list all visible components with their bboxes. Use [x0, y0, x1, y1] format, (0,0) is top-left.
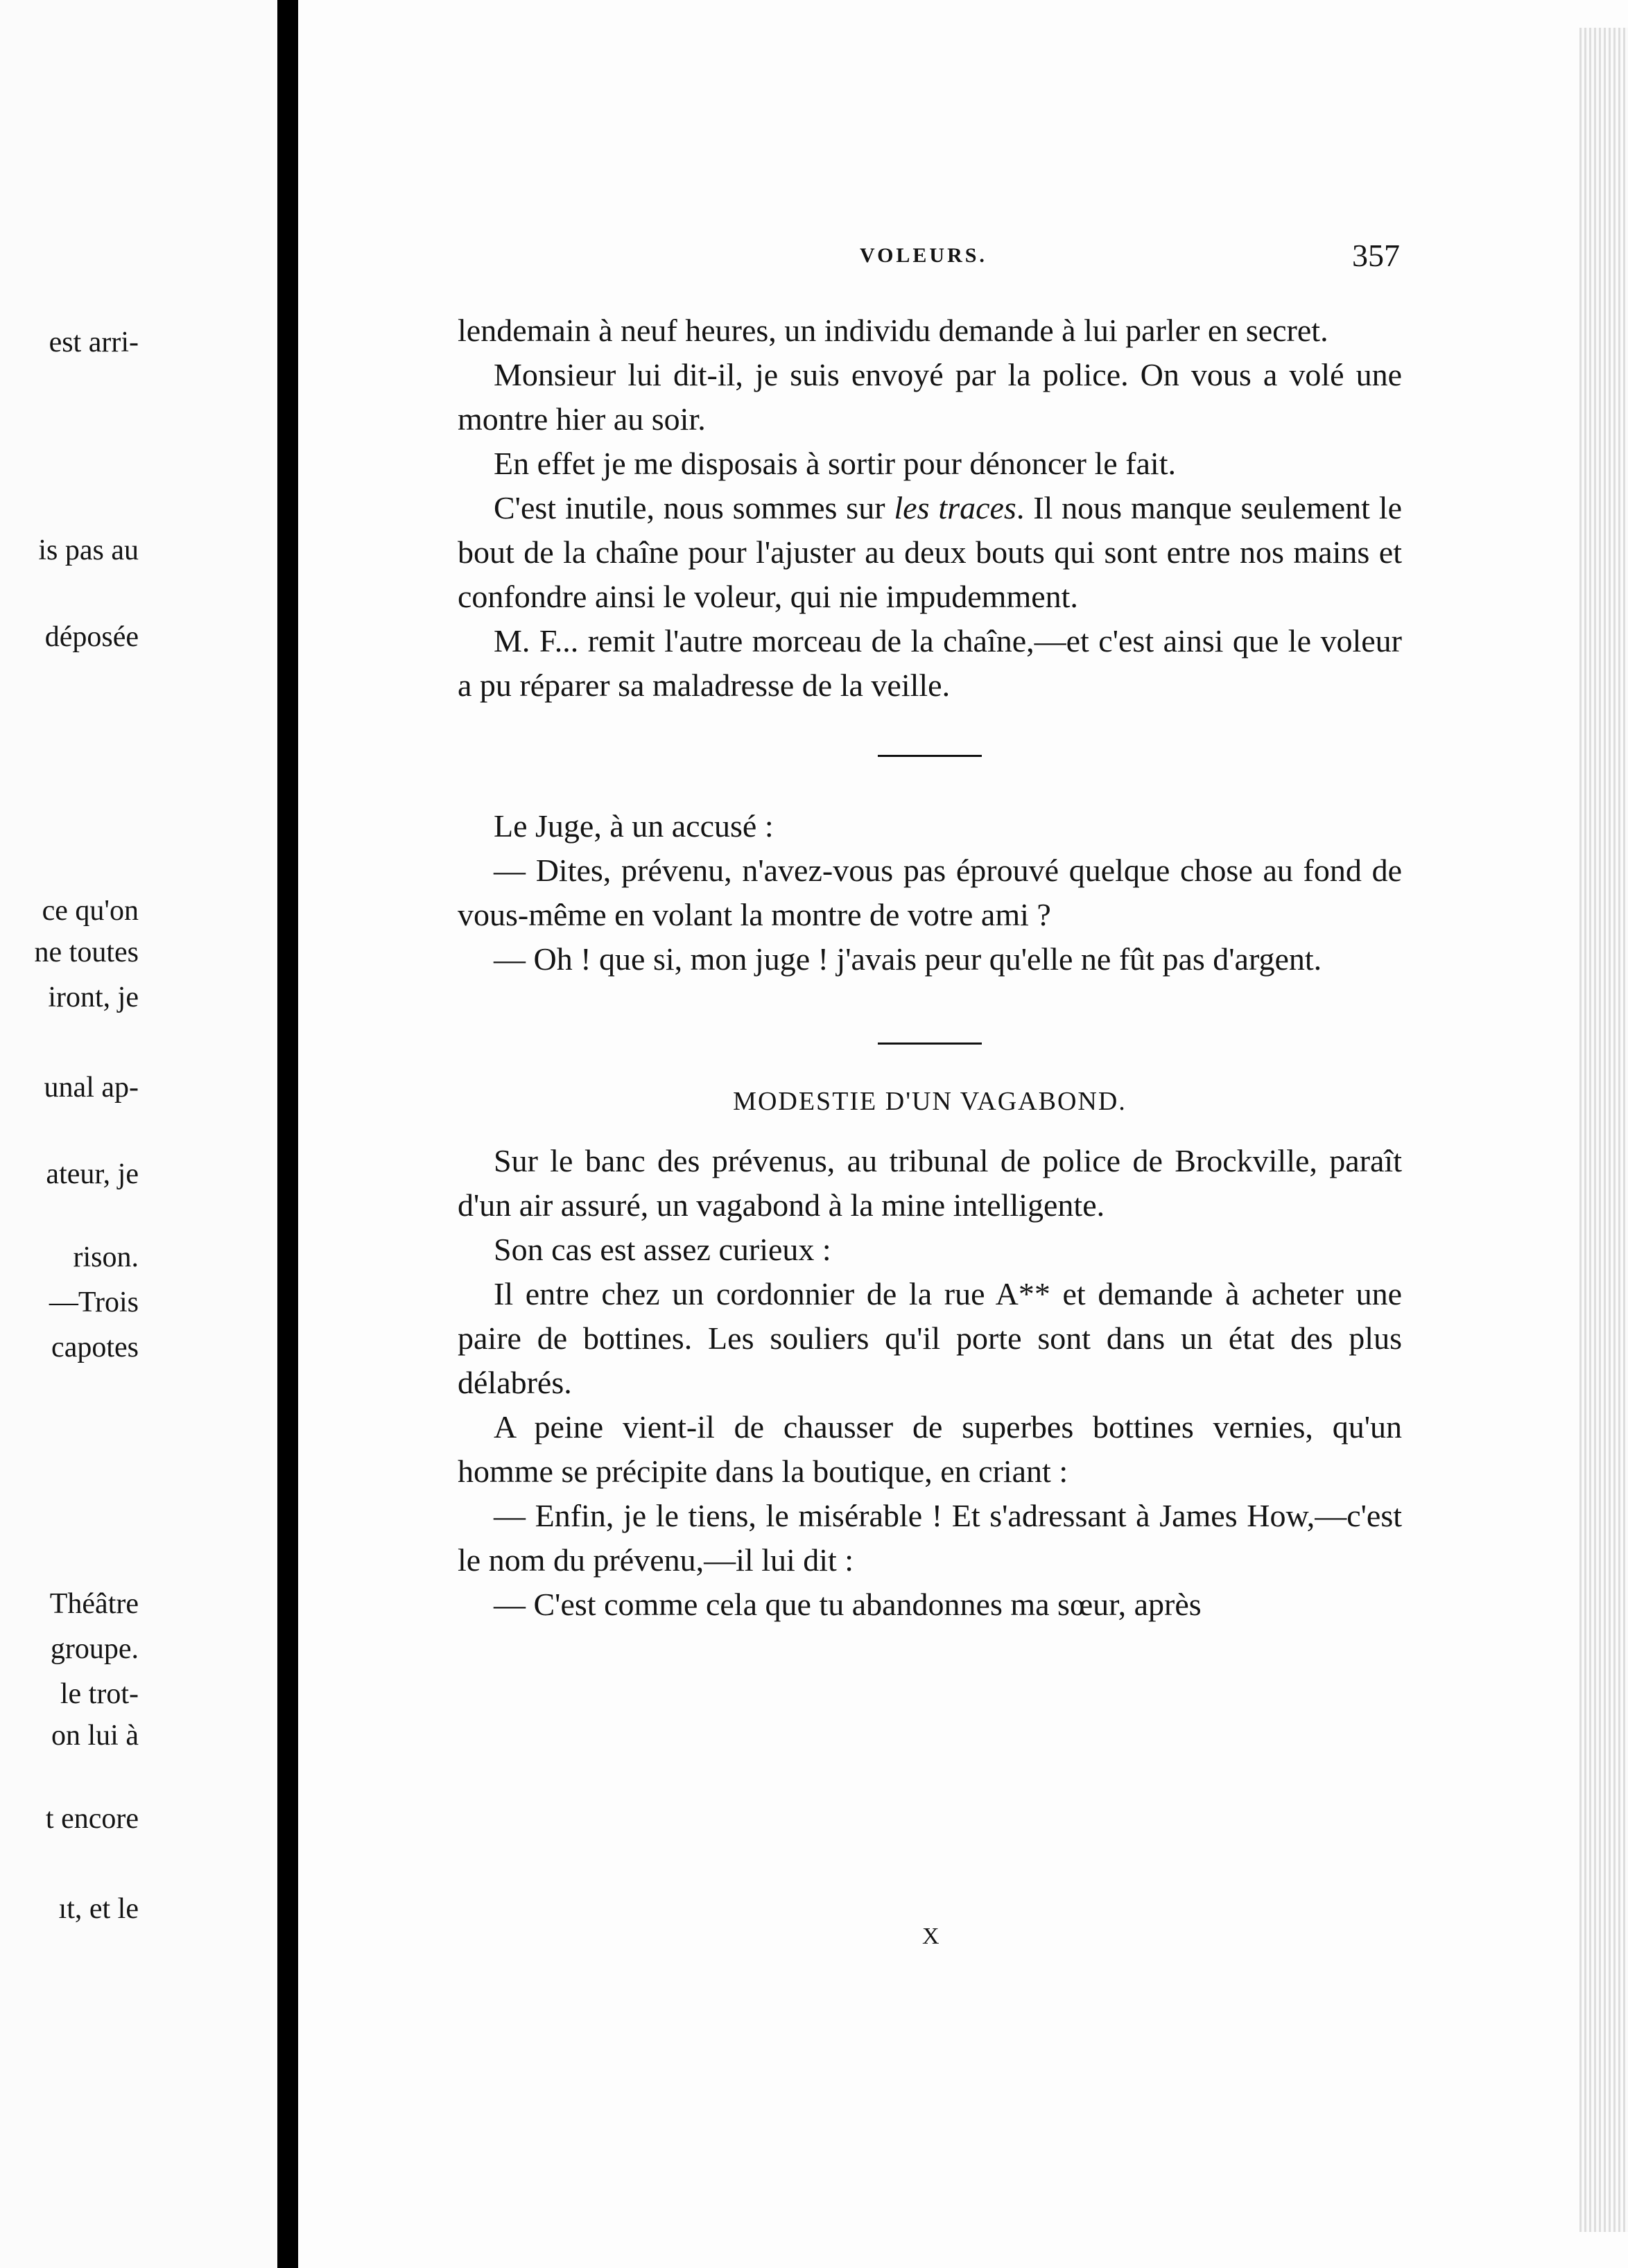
paragraph: — Dites, prévenu, n'avez-vous pas éprouvé quelque chose au fond de vous-même en volant la montre de votre ami ?: [458, 853, 1402, 932]
left-page-line-fragment: on lui à: [51, 1720, 139, 1752]
paragraph: C'est inutile, nous sommes sur les traces. Il nous manque seulement le bout de la chaîne pour l'ajuster au deux bouts qui sont entre nos mains et confondre ainsi le voleur, qui nie impudemment.: [458, 490, 1403, 614]
left-page: [0, 0, 277, 2268]
paragraph: Son cas est assez curieux :: [494, 1232, 831, 1267]
left-page-line-fragment: le trot-: [60, 1678, 139, 1710]
anecdote-text: [458, 1139, 1402, 1627]
left-page-line-fragment: déposée: [44, 621, 139, 653]
paragraph: En effet je me disposais à sortir pour dénoncer le fait.: [494, 446, 1176, 481]
left-page-line-fragment: ateur, je: [46, 1158, 139, 1190]
paragraph: Le Juge, à un accusé :: [494, 808, 774, 844]
paragraph: Sur le banc des prévenus, au tribunal de police de Brockville, paraît d'un air assuré, un vagabond à la mine intelligente.: [458, 1143, 1402, 1223]
left-page-text-fragments: [0, 0, 277, 2268]
page-edges: [1579, 28, 1628, 2232]
left-page-line-fragment: capotes: [51, 1332, 139, 1363]
left-page-line-fragment: t encore: [45, 1803, 139, 1835]
section-divider: [878, 1043, 982, 1045]
left-page-line-fragment: —Trois: [49, 1286, 139, 1318]
left-page-line-fragment: rison.: [73, 1241, 139, 1273]
left-page-line-fragment: is pas au: [38, 534, 139, 566]
book-gutter: [277, 0, 298, 2268]
anecdote-text: [458, 308, 1402, 708]
text-block: [458, 308, 1402, 1627]
paragraph: Monsieur lui dit-il, je suis envoyé par la police. On vous a volé une montre hier au soir.: [458, 357, 1402, 437]
paragraph: lendemain à neuf heures, un individu demande à lui parler en secret.: [458, 313, 1328, 348]
paragraph: — Enfin, je le tiens, le misérable ! Et s'adressant à James How,—c'est le nom du prévenu,—il lui dit :: [458, 1498, 1402, 1578]
left-page-line-fragment: ne toutes: [34, 936, 139, 968]
page-number: 357: [1352, 238, 1400, 273]
left-page-line-fragment: iront, je: [48, 982, 139, 1013]
signature-mark: X: [922, 1924, 939, 1949]
running-head: VOLEURS.: [860, 244, 987, 267]
emphasis: les traces: [894, 490, 1016, 525]
left-page-line-fragment: est arri-: [49, 326, 139, 358]
left-page-line-fragment: ce qu'on: [42, 895, 139, 927]
paragraph: — C'est comme cela que tu abandonnes ma sœur, après: [494, 1587, 1202, 1622]
paragraph: M. F... remit l'autre morceau de la chaîne,—et c'est ainsi que le voleur a pu réparer sa maladresse de la veille.: [458, 623, 1402, 703]
section-heading: MODESTIE D'UN VAGABOND.: [733, 1087, 1127, 1116]
anecdote-text: [458, 804, 1402, 982]
paragraph: — Oh ! que si, mon juge ! j'avais peur qu'elle ne fût pas d'argent.: [494, 941, 1322, 977]
left-page-line-fragment: Théâtre: [49, 1588, 139, 1620]
paragraph: A peine vient-il de chausser de superbes bottines vernies, qu'un homme se précipite dans la boutique, en criant :: [458, 1409, 1402, 1489]
left-page-line-fragment: groupe.: [50, 1633, 139, 1665]
left-page-line-fragment: ıt, et le: [58, 1893, 139, 1925]
paragraph: Il entre chez un cordonnier de la rue A** et demande à acheter une paire de bottines. Les souliers qu'il porte sont dans un état des plus délabrés.: [458, 1276, 1402, 1400]
section-divider: [878, 755, 982, 757]
left-page-line-fragment: unal ap-: [44, 1072, 139, 1104]
